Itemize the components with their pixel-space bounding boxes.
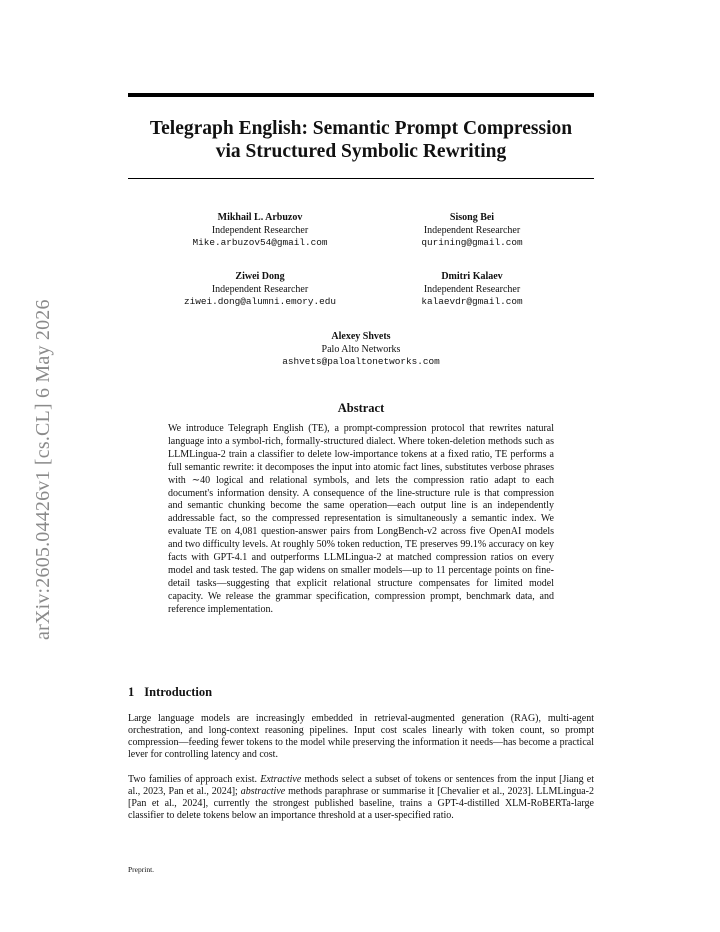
author-name: Alexey Shvets <box>331 331 391 342</box>
author-name: Ziwei Dong <box>235 271 285 282</box>
section-heading <box>128 685 212 700</box>
abstract-heading: Abstract <box>337 401 385 415</box>
author-email: Mike.arbuzov54@gmail.com <box>192 237 328 248</box>
author-name: Mikhail L. Arbuzov <box>217 212 303 223</box>
paper-title <box>128 117 594 163</box>
author-block <box>236 331 486 369</box>
text-span: methods select a subset of tokens or sentences from the input [Jiang et al., 2023, Pan et al., 2024]; <box>128 774 594 797</box>
title-bottom-rule <box>128 178 594 179</box>
abstract-text: We introduce Telegraph English (TE), a prompt-compression protocol that rewrites natural language into a symbol-rich, formally-structured dialect. Where token-deletion methods such as LLMLingua-2 train a classifier to delete low-importance tokens at a fixed ratio, TE performs a full semantic rewrite: it decomposes the input into atomic fact lines, substitutes verbose phrases with ∼40 logical and relational symbols, and lets the compression ratio adapt to each document's information density. A consequence of the line-structure rule is that compression and semantic chunking become the same operation—each output line is an independently addressable fact, so the compressed representation is simultaneously a semantic index. We evaluate TE on 4,081 question-answer pairs from LongBench-v2 across five OpenAI models and two difficulty levels. At roughly 50% token reduction, TE preserves 99.1% accuracy on key facts with GPT-4.1 and outperforms LLMLingua-2 at matched compression ratios on every model and task tested. The gap widens on smaller models—up to 11 percentage points on fine-detail tasks—suggesting that explicit relational structure compensates for limited model capacity. We release the grammar specification, compression prompt, benchmark data, and reference implementation. <box>168 423 554 615</box>
author-email: ashvets@paloaltonetworks.com <box>282 356 440 367</box>
emphasis-abstractive: abstractive <box>240 786 286 797</box>
intro-paragraph-2 <box>128 774 594 822</box>
text-span: Two families of approach exist. <box>128 774 261 785</box>
author-name: Dmitri Kalaev <box>441 271 503 282</box>
author-affiliation: Independent Researcher <box>423 224 521 236</box>
author-block <box>372 212 572 250</box>
author-affiliation: Independent Researcher <box>211 224 309 236</box>
author-block <box>372 271 572 309</box>
intro-paragraph-1: Large language models are increasingly embedded in retrieval-augmented generation (RAG), multi-agent orchestration, and long-context reasoning pipelines. Input cost scales linearly with token count, so prompt compression—feeding fewer tokens to the model while preserving the information it needs—has become a practical lever for controlling latency and cost. <box>128 713 594 760</box>
author-affiliation: Palo Alto Networks <box>321 343 401 355</box>
author-block <box>160 212 360 250</box>
author-email: ziwei.dong@alumni.emory.edu <box>184 296 336 307</box>
footer-note: Preprint. <box>128 865 155 874</box>
emphasis-extractive: Extractive <box>260 774 302 785</box>
section-number: 1 <box>128 685 135 699</box>
section-title: Introduction <box>144 685 213 699</box>
title-top-rule <box>128 93 594 97</box>
author-block <box>160 271 360 309</box>
text-span: methods paraphrase or summarise it [Chevalier et al., 2023]. LLMLingua-2 [Pan et al., 2024], currently the strongest published baseline, trains a GPT-4-distilled XLM-RoBERTa-large classifier to delete tokens below an importance threshold at a user-specified ratio. <box>128 786 594 821</box>
author-name: Sisong Bei <box>449 212 495 223</box>
author-affiliation: Independent Researcher <box>423 283 521 295</box>
title-line-1: Telegraph English: Semantic Prompt Compression <box>149 118 573 139</box>
author-affiliation: Independent Researcher <box>211 283 309 295</box>
arxiv-identifier: arXiv:2605.04426v1 [cs.CL] 6 May 2026 <box>32 299 54 640</box>
author-email: qurining@gmail.com <box>421 237 523 248</box>
title-line-2: via Structured Symbolic Rewriting <box>215 141 507 162</box>
author-email: kalaevdr@gmail.com <box>421 296 523 307</box>
